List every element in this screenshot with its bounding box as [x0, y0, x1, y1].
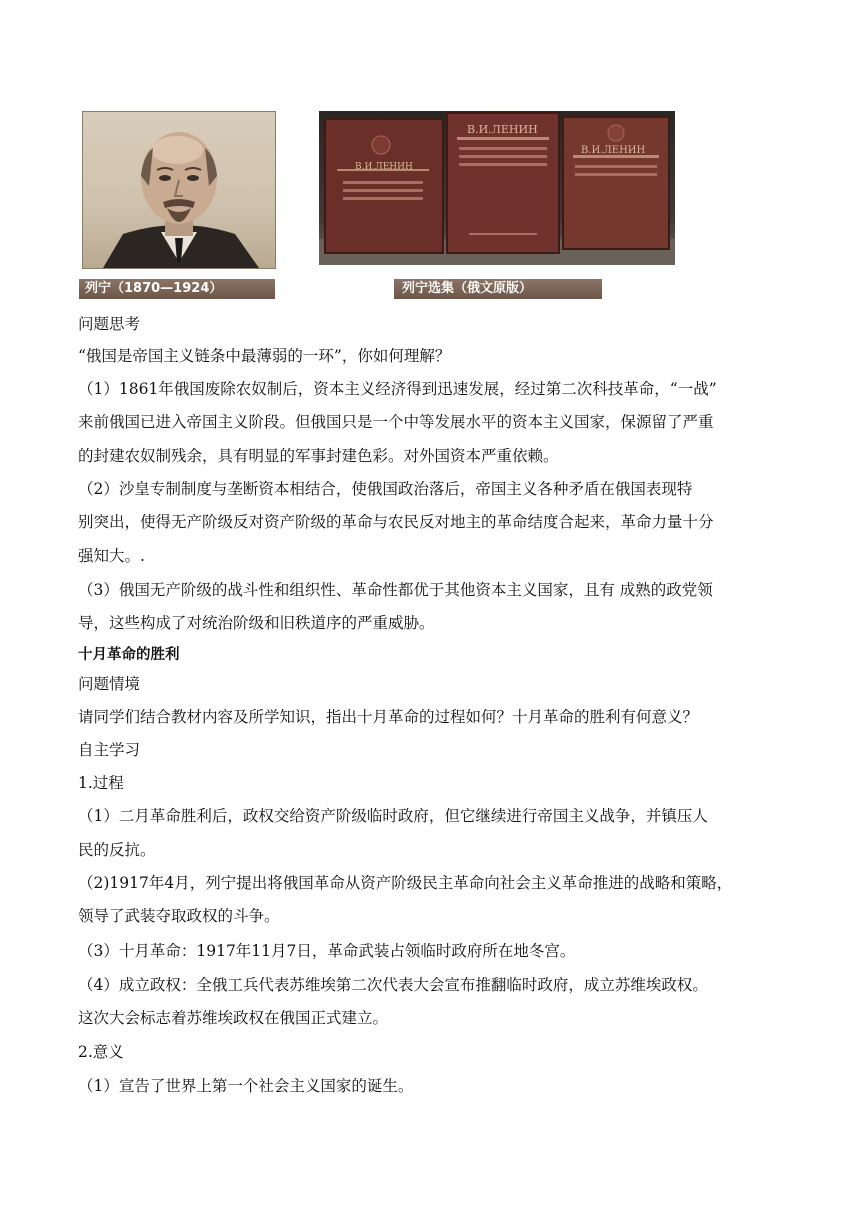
paragraph-line: （1）二月革命胜利后，政权交给资产阶级临时政府，但它继续进行帝国主义战争，并镇压人 — [78, 807, 708, 825]
book-1 — [325, 119, 443, 253]
lenin-books-image — [319, 111, 675, 265]
paragraph-line: （3）俄国无产阶级的战斗性和组织性、革命性都优于其他资本主义国家，且有 成熟的政党领 — [78, 581, 713, 599]
book-title-2: В.И.ЛЕНИН — [467, 123, 538, 136]
book-title-3: В.И.ЛЕНИН — [581, 145, 646, 156]
paragraph-line: （4）成立政权：全俄工兵代表苏维埃第二次代表大会宣布推翻临时政府，成立苏维埃政权。 — [78, 976, 708, 994]
heading-problem-situation: 问题情境 — [78, 675, 141, 693]
paragraph-line: 民的反抗。 — [78, 841, 156, 859]
portrait-illustration — [83, 112, 275, 268]
paragraph-line: 导，这些构成了对统治阶级和旧秩道序的严重威胁。 — [78, 614, 435, 632]
lenin-portrait-image — [82, 111, 276, 269]
heading-self-study: 自主学习 — [78, 741, 141, 759]
paragraph-line: 这次大会标志着苏维埃政权在俄国正式建立。 — [78, 1009, 389, 1027]
paragraph-line: （2）沙皇专制制度与垄断资本相结合，使俄国政治落后，帝国主义各种矛盾在俄国表现特 — [78, 480, 693, 498]
paragraph-line: （3）十月革命：1917年11月7日，革命武装占领临时政府所在地冬宫。 — [78, 942, 576, 960]
book-title-1: В.И.ЛЕНИН — [355, 162, 413, 172]
paragraph-line: 领导了武装夺取政权的斗争。 — [78, 907, 280, 925]
subheading-process: 1.过程 — [78, 774, 124, 792]
book-3 — [563, 117, 669, 249]
paragraph-line: （2)1917年4月，列宁提出将俄国革命从资产阶级民主革命向社会主义革命推进的战略和策略， — [78, 874, 733, 892]
paragraph-line: 请同学们结合教材内容及所学知识，指出十月革命的过程如何？十月革命的胜利有何意义？ — [78, 708, 699, 726]
portrait-caption: 列宁（1870—1924） — [79, 279, 275, 299]
paragraph-line: （1）1861年俄国废除农奴制后，资本主义经济得到迅速发展，经过第二次科技革命，“一战” — [78, 380, 717, 398]
question-text: “俄国是帝国主义链条中最薄弱的一环”，你如何理解？ — [78, 347, 451, 365]
books-illustration — [319, 111, 675, 265]
books-caption: 列宁选集（俄文原版） — [394, 279, 602, 299]
section-heading: 十月革命的胜利 — [78, 647, 180, 663]
paragraph-line: （1）宣告了世界上第一个社会主义国家的诞生。 — [78, 1077, 414, 1095]
subheading-significance: 2.意义 — [78, 1043, 124, 1061]
paragraph-line: 别突出，使得无产阶级反对资产阶级的革命与农民反对地主的革命结度合起来，革命力量十分 — [78, 513, 714, 531]
paragraph-line: 来前俄国已进入帝国主义阶段。但俄国只是一个中等发展水平的资本主义国家，保源留了严重 — [78, 413, 714, 431]
heading-question-thinking: 问题思考 — [78, 315, 141, 333]
paragraph-line: 的封建农奴制残余，具有明显的军事封建色彩。对外国资本严重依赖。 — [78, 447, 559, 465]
paragraph-line: 强知大。. — [78, 547, 145, 565]
